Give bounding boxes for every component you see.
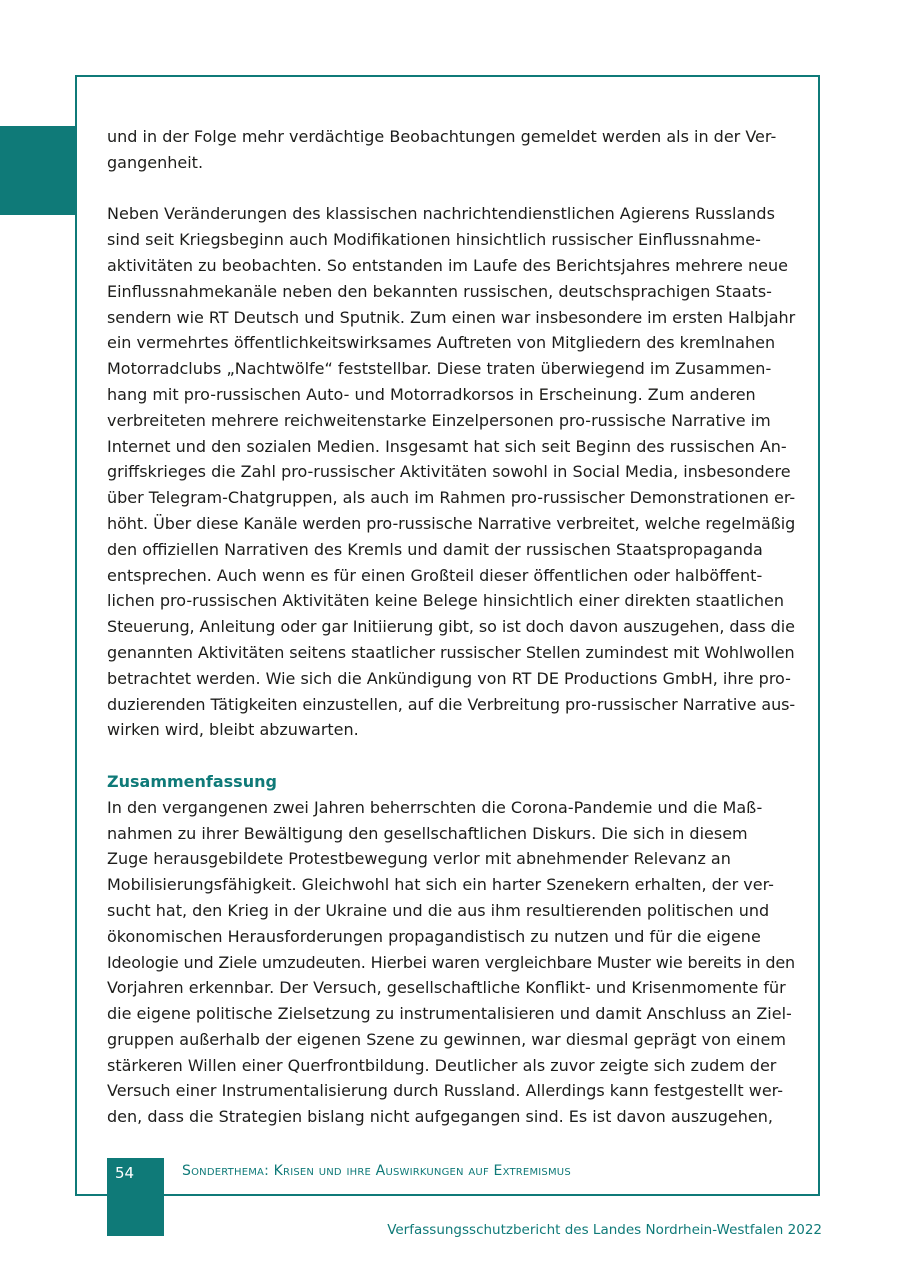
text-line: den, dass die Strategien bislang nicht aufgegangen sind. Es ist davon auszugehen, xyxy=(107,1107,773,1127)
text-line: Neben Veränderungen des klassischen nachrichtendienstlichen Agierens Russlands xyxy=(107,204,775,224)
text-line: Mobilisierungsfähigkeit. Gleichwohl hat sich ein harter Szenekern erhalten, der ver- xyxy=(107,875,774,895)
text-line: und in der Folge mehr verdächtige Beobachtungen gemeldet werden als in der Ver- xyxy=(107,127,777,146)
text-line: ein vermehrtes öffentlichkeitswirksames Auftreten von Mitgliedern des kremlnahen xyxy=(107,333,776,353)
text-line: genannten Aktivitäten seitens staatlicher russischer Stellen zumindest mit Wohlwollen xyxy=(107,642,795,662)
text-line: Versuch einer Instrumentalisierung durch Russland. Allerdings kann festgestellt wer- xyxy=(107,1081,783,1101)
text-line: duzierenden Tätigkeiten einzustellen, auf die Verbreitung pro-russischer Narrative aus- xyxy=(107,694,796,714)
text-line: aktivitäten zu beobachten. So entstanden im Laufe des Berichtsjahres mehrere neue xyxy=(107,255,788,275)
text-line: verbreiteten mehrere reichweitenstarke Einzelpersonen pro-russische Narrative im xyxy=(107,410,771,430)
publication-title: Verfassungsschutzbericht des Landes Nordrhein-Westfalen 2022 xyxy=(387,1222,822,1238)
text-line: Vorjahren erkennbar. Der Versuch, gesellschaftliche Konflikt- und Krisenmomente für xyxy=(107,978,786,998)
text-line: sucht hat, den Krieg in der Ukraine und die aus ihm resultierenden politischen und xyxy=(107,900,770,920)
text-line: gangenheit. xyxy=(107,152,204,172)
text-line: hang mit pro-russischen Auto- und Motorradkorsos in Erscheinung. Zum anderen xyxy=(107,384,756,404)
text-line: nahmen zu ihrer Bewältigung den gesellschaftlichen Diskurs. Die sich in diesem xyxy=(107,823,748,843)
text-line: Zuge herausgebildete Protestbewegung verlor mit abnehmender Relevanz an xyxy=(107,849,731,869)
text-line: In den vergangenen zwei Jahren beherrschten die Corona-Pandemie und die Maß- xyxy=(107,797,763,817)
text-line: gruppen außerhalb der eigenen Szene zu gewinnen, war diesmal geprägt von einem xyxy=(107,1029,786,1049)
text-line: Steuerung, Anleitung oder gar Initiierung gibt, so ist doch davon auszugehen, dass die xyxy=(107,617,795,637)
page-number: 54 xyxy=(115,1164,135,1182)
paragraph-3 xyxy=(107,795,795,1130)
text-line: höht. Über diese Kanäle werden pro-russische Narrative verbreitet, welche regelmäßig xyxy=(107,513,796,533)
text-line: über Telegram-Chatgruppen, als auch im Rahmen pro-russischer Demonstrationen er- xyxy=(107,488,796,508)
text-line: Einflussnahmekanäle neben den bekannten russischen, deutschsprachigen Staats- xyxy=(107,281,772,301)
text-line: ökonomischen Herausforderungen propagandistisch zu nutzen und für die eigene xyxy=(107,926,761,946)
text-line: entsprechen. Auch wenn es für einen Großteil dieser öffentlichen oder halböffent- xyxy=(107,565,763,585)
text-line: stärkeren Willen einer Querfrontbildung. Deutlicher als zuvor zeigte sich zudem der xyxy=(107,1055,777,1075)
text-line: betrachtet werden. Wie sich die Ankündigung von RT DE Productions GmbH, ihre pro- xyxy=(107,668,791,688)
page-number-box xyxy=(107,1158,164,1236)
paragraph-2 xyxy=(107,201,795,743)
text-line: Ideologie und Ziele umzudeuten. Hierbei waren vergleichbare Muster wie bereits in den xyxy=(107,952,796,972)
text-line: Internet und den sozialen Medien. Insgesamt hat sich seit Beginn des russischen An- xyxy=(107,436,787,456)
text-line: sendern wie RT Deutsch und Sputnik. Zum einen war insbesondere im ersten Halbjahr xyxy=(107,307,796,327)
text-line: lichen pro-russischen Aktivitäten keine Belege hinsichtlich einer direkten staatlichen xyxy=(107,591,784,611)
running-title: Sonderthema: Krisen und ihre Auswirkungen auf Extremismus xyxy=(182,1163,571,1179)
paragraph-1 xyxy=(107,124,795,176)
chapter-tab-marker xyxy=(0,126,76,215)
text-line: wirken wird, bleibt abzuwarten. xyxy=(107,720,359,740)
text-line: Motorradclubs „Nachtwölfe“ feststellbar. Diese traten überwiegend im Zusammen- xyxy=(107,359,772,379)
text-line: sind seit Kriegsbeginn auch Modifikationen hinsichtlich russischer Einflussnahme- xyxy=(107,230,761,250)
text-line: griffskrieges die Zahl pro-russischer Aktivitäten sowohl in Social Media, insbesondere xyxy=(107,462,791,482)
section-heading: Zusammenfassung xyxy=(107,771,277,791)
main-text xyxy=(107,124,795,1130)
text-line: die eigene politische Zielsetzung zu instrumentalisieren und damit Anschluss an Ziel- xyxy=(107,1004,792,1024)
text-line: den offiziellen Narrativen des Kremls und damit der russischen Staatspropaganda xyxy=(107,539,763,559)
